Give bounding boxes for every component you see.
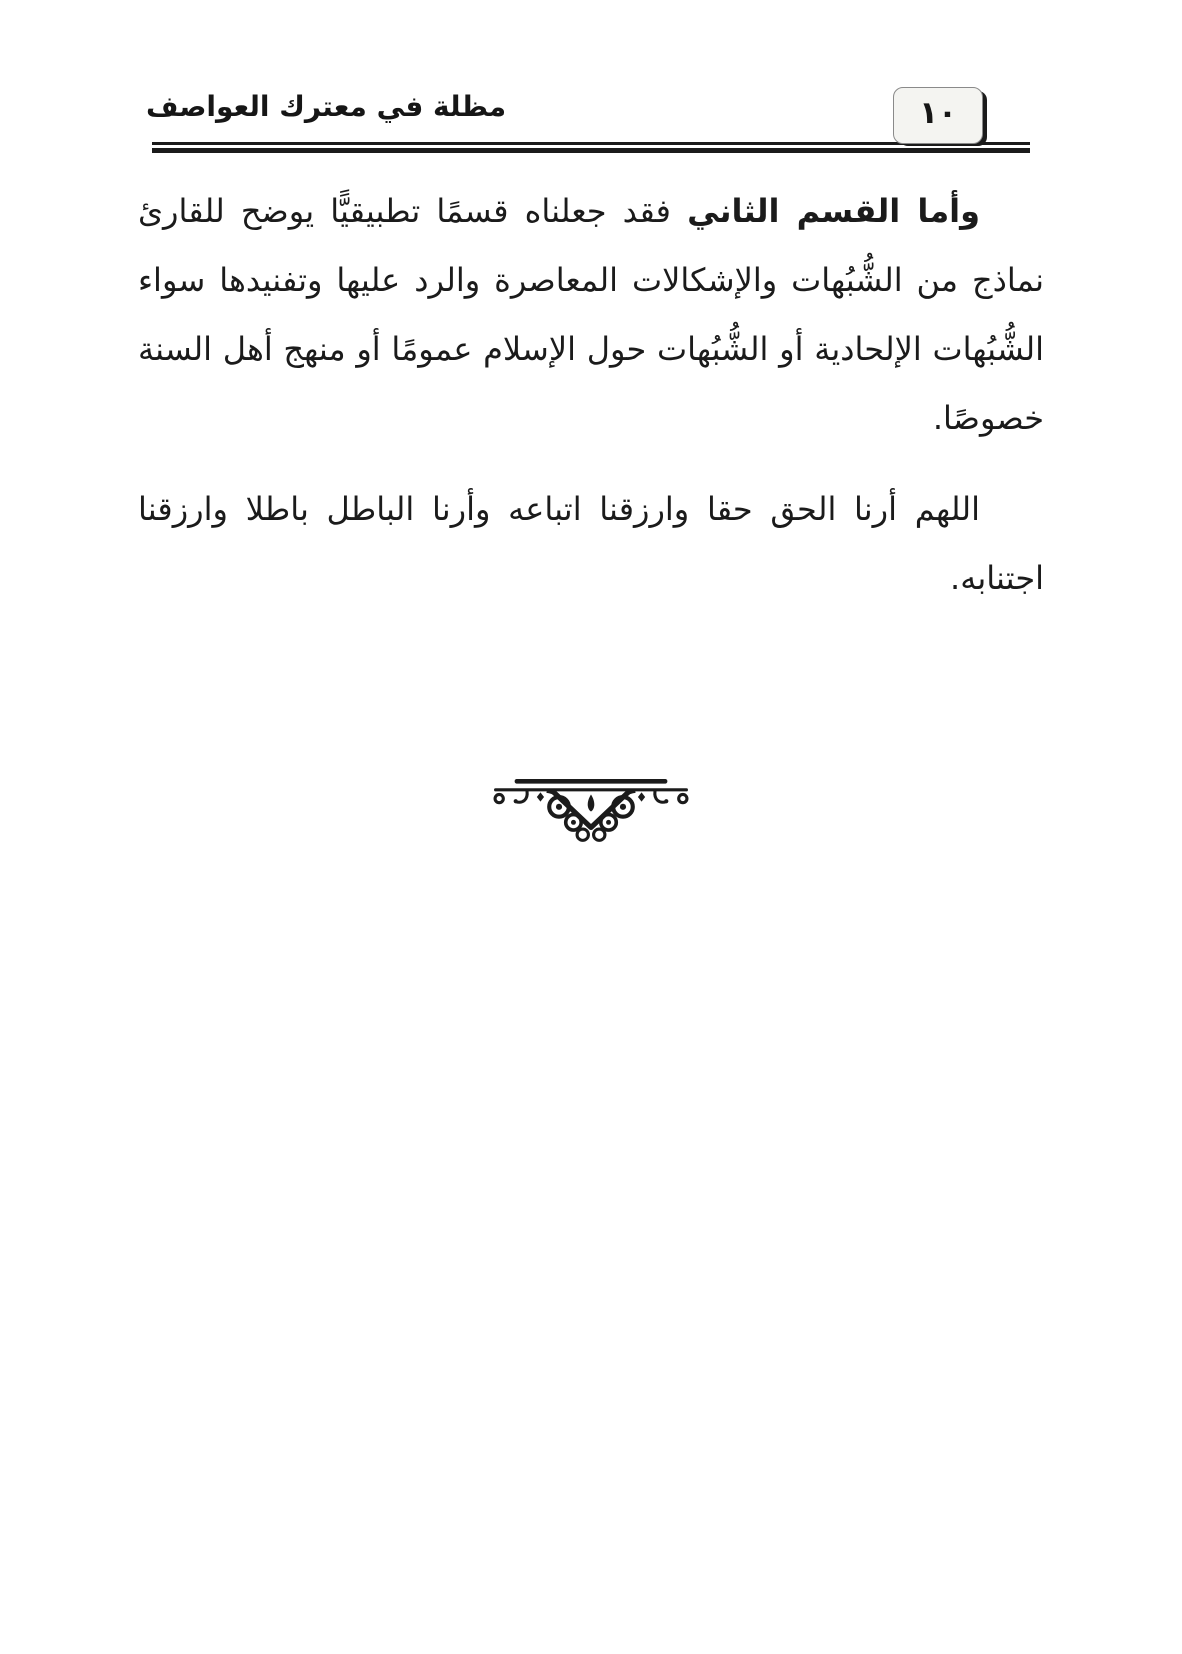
- paragraph-text: اللهم أرنا الحق حقا وارزقنا اتباعه وأرنا الباطل باطلا وارزقنا اجتنابه.: [138, 490, 1044, 597]
- page-number: ١٠: [919, 95, 957, 131]
- paragraph-dua: [138, 475, 1044, 613]
- paragraph-lead-bold: وأما القسم الثاني: [687, 192, 981, 230]
- page-number-box: [893, 87, 983, 144]
- running-title: مظلة في معترك العواصف: [146, 90, 507, 123]
- paragraph-section-two: [138, 177, 1044, 453]
- floral-divider-icon: [493, 778, 689, 846]
- page-body: [138, 177, 1044, 613]
- header-double-rule: [152, 142, 1030, 153]
- paragraph-text: فقد جعلناه قسمًا تطبيقيًّا يوضح للقارئ نماذج من الشُّبُهات والإشكالات المعاصرة والرد عليها وتفنيدها سواء الشُّبُهات الإلحادية أو الشُّبُهات حول الإسلام عمومًا أو منهج أهل السنة خصوصًا.: [138, 192, 1044, 437]
